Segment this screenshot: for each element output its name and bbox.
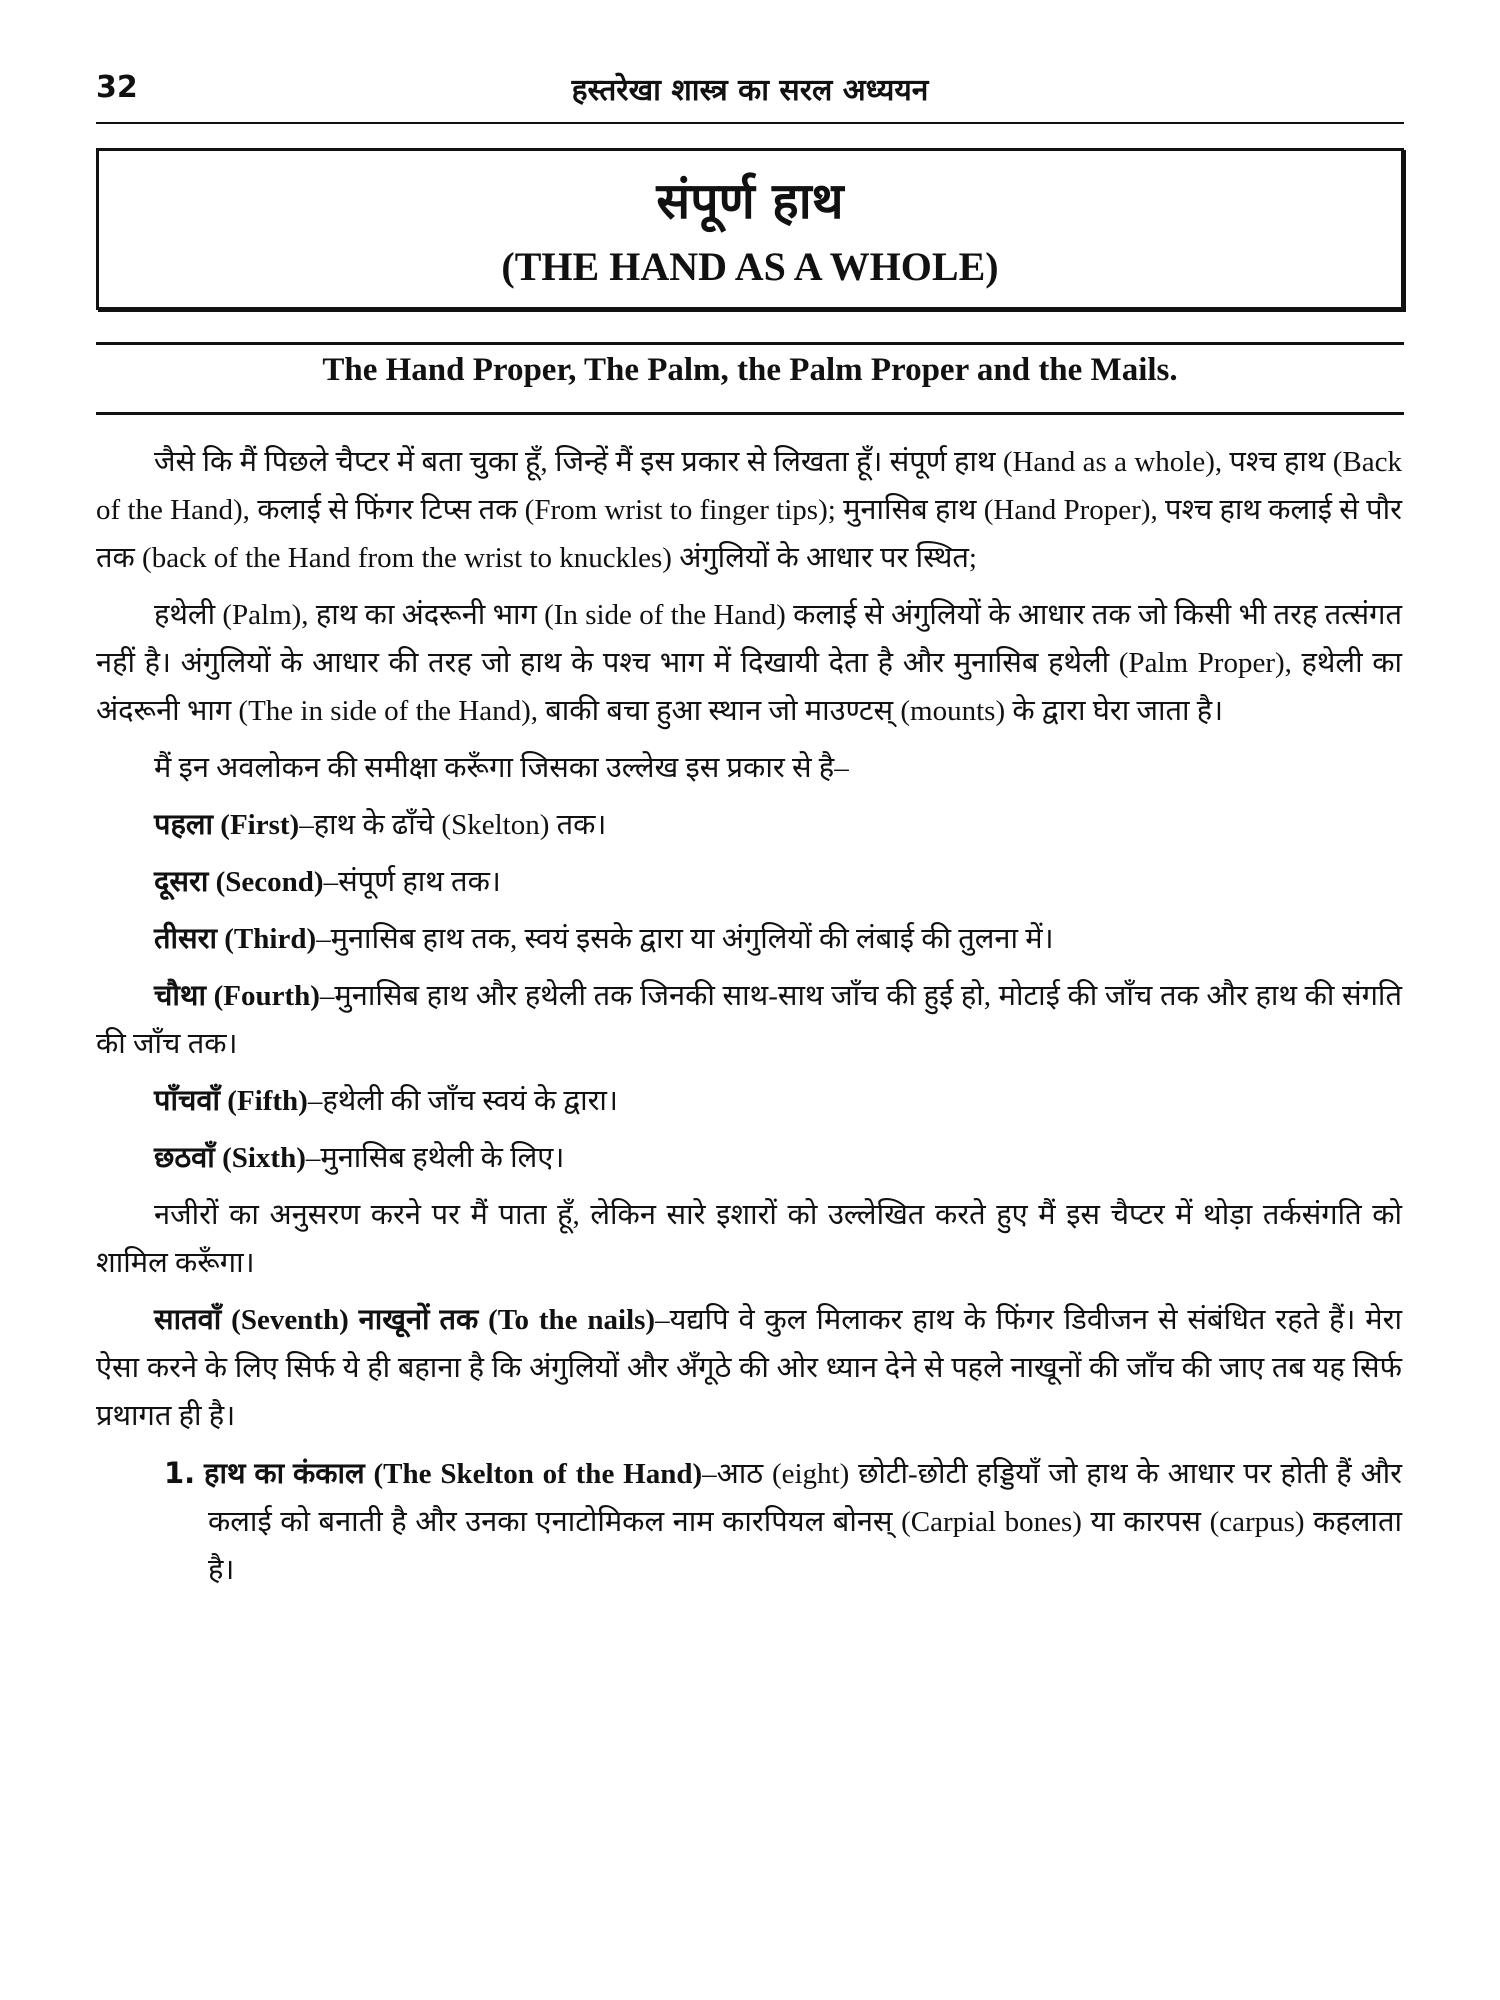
numbered-item-1 <box>96 1449 1402 1594</box>
item-text: –आठ (eight) छोटी-छोटी हड्डियाँ जो हाथ के आधार पर होती हैं और कलाई को बनाती है और उनका एनाटोमिकल नाम कारपियल बोनस् (Carpial bones) या कारपस (carpus) कहलाता है। <box>208 1458 1402 1586</box>
section-subheading: The Hand Proper, The Palm, the Palm Proper and the Mails. <box>322 352 1178 388</box>
rule-bottom <box>96 412 1404 415</box>
item-text: –हथेली की जाँच स्वयं के द्वारा। <box>307 1085 618 1117</box>
list-item-first <box>96 801 1402 849</box>
item-label: चौथा (Fourth) <box>154 980 320 1012</box>
item-label: तीसरा (Third) <box>154 923 317 955</box>
chapter-title-box <box>96 148 1404 310</box>
chapter-title-hindi: संपूर्ण हाथ <box>656 172 844 230</box>
paragraph-2: हथेली (Palm), हाथ का अंदरूनी भाग (In side of the Hand) कलाई से अंगुलियों के आधार तक जो किसी भी तरह तत्संगत नहीं है। अंगुलियों के आधार की तरह जो हाथ के पश्च भाग में दिखायी देता है और मुनासिब हथेली (Palm Proper), हथेली का अंदरूनी भाग (The in side of the Hand), बाकी बचा हुआ स्थान जो माउण्टस् (mounts) के द्वारा घेरा जाता है। <box>96 599 1402 727</box>
item-label: हाथ का कंकाल (The Skelton of the Hand) <box>204 1458 703 1490</box>
item-text: –मुनासिब हाथ तक, स्वयं इसके द्वारा या अंगुलियों की लंबाई की तुलना में। <box>316 923 1054 955</box>
list-item-sixth <box>96 1134 1402 1182</box>
page-number: 32 <box>96 70 138 105</box>
running-header <box>96 62 1404 124</box>
item-label: सातवाँ (Seventh) नाखूनों तक (To the nails) <box>154 1304 656 1336</box>
item-label: पाँचवाँ (Fifth) <box>154 1085 308 1117</box>
item-label: पहला (First) <box>154 809 300 841</box>
chapter-title-english: (THE HAND AS A WHOLE) <box>501 244 999 289</box>
list-item-seventh <box>96 1296 1402 1440</box>
rule-top <box>96 342 1404 345</box>
item-text: –हाथ के ढाँचे (Skelton) तक। <box>299 809 607 841</box>
list-item-second <box>96 858 1402 906</box>
item-text: –मुनासिब हथेली के लिए। <box>305 1142 565 1174</box>
paragraph-3: मैं इन अवलोकन की समीक्षा करूँगा जिसका उल्लेख इस प्रकार से है– <box>154 752 849 784</box>
body-text <box>96 438 1402 1603</box>
item-text: –संपूर्ण हाथ तक। <box>323 866 501 898</box>
paragraph-4: नजीरों का अनुसरण करने पर मैं पाता हूँ, लेकिन सारे इशारों को उल्लेखित करते हुए मैं इस चैप्टर में थोड़ा तर्कसंगति को शामिल करूँगा। <box>96 1199 1403 1279</box>
list-item-fifth <box>96 1077 1402 1125</box>
item-text: –मुनासिब हाथ और हथेली तक जिनकी साथ-साथ जाँच की हुई हो, मोटाई की जाँच तक और हाथ की संगति की जाँच तक। <box>96 980 1402 1060</box>
paragraph-1: जैसे कि मैं पिछले चैप्टर में बता चुका हूँ, जिन्हें मैं इस प्रकार से लिखता हूँ। संपूर्ण हाथ (Hand as a whole), पश्च हाथ (Back of the Hand), कलाई से फिंगर टिप्स तक (From wrist to finger tips); मुनासिब हाथ (Hand Proper), पश्च हाथ कलाई से पौर तक (back of the Hand from the wrist to knuckles) अंगुलियों के आधार पर स्थित; <box>96 446 1402 574</box>
item-label: दूसरा (Second) <box>154 866 324 898</box>
running-title: हस्तरेखा शास्त्र का सरल अध्ययन <box>571 73 929 108</box>
item-label: छठवाँ (Sixth) <box>154 1142 306 1174</box>
list-item-fourth <box>96 972 1402 1068</box>
list-item-third <box>96 915 1402 963</box>
item-number: 1. <box>164 1456 196 1490</box>
item-text: –यद्यपि वे कुल मिलाकर हाथ के फिंगर डिवीजन से संबंधित रहते हैं। मेरा ऐसा करने के लिए सिर्फ ये ही बहाना है कि अंगुलियों और अँगूठे की ओर ध्यान देने से पहले नाखूनों की जाँच की जाए तब यह सिर्फ प्रथागत ही है। <box>96 1304 1402 1432</box>
